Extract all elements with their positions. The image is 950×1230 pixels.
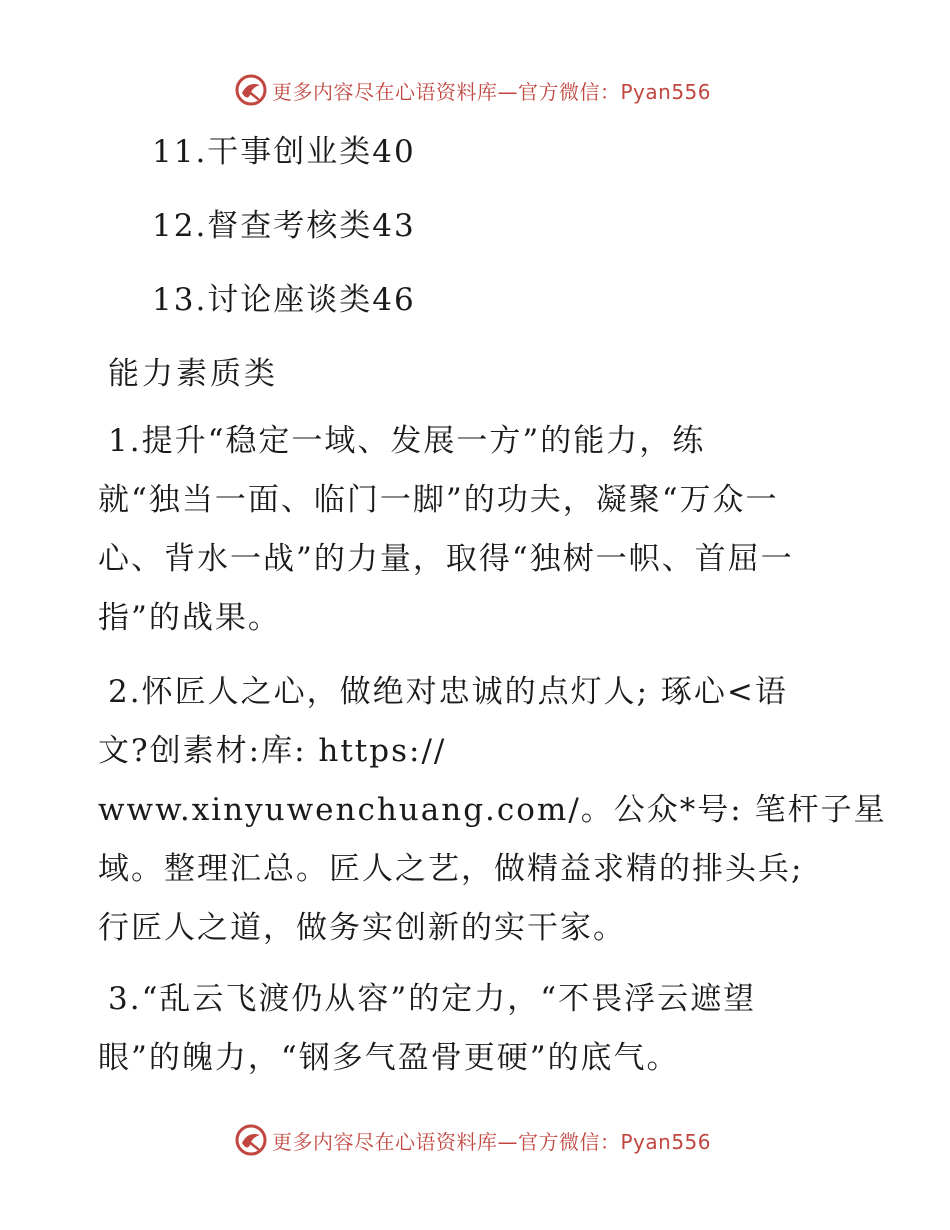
paragraph-line: 心、背水一战”的力量，取得“独树一帜、首屈一 — [98, 541, 794, 577]
paragraph-line: 指”的战果。 — [98, 600, 281, 636]
banner-text — [272, 76, 711, 105]
banner-wechat-id: Pyan556 — [620, 79, 712, 104]
paragraph-2 — [98, 663, 887, 958]
toc-item: 12.督查考核类43 — [152, 208, 416, 244]
paragraph-line: www.xinyuwenchuang.com/。公众*号: 笔杆子星 — [98, 792, 887, 828]
swirl-logo-icon — [234, 73, 268, 107]
paragraph-line: 文?创素材:库: https:// — [98, 733, 447, 769]
footer-banner — [234, 1122, 711, 1158]
banner-text — [272, 1126, 711, 1155]
paragraph-3 — [98, 970, 858, 1088]
banner-site-text: 更多内容尽在心语资料库 — [272, 79, 498, 104]
header-banner — [234, 72, 711, 108]
banner-site-text: 更多内容尽在心语资料库 — [272, 1129, 498, 1154]
paragraph-line: 行匠人之道，做务实创新的实干家。 — [98, 910, 626, 946]
paragraph-1 — [98, 412, 858, 648]
paragraph-line: 1.提升“稳定一域、发展一方”的能力，练 — [108, 423, 706, 459]
paragraph-line: 域。整理汇总。匠人之艺，做精益求精的排头兵; — [98, 851, 804, 887]
paragraph-line: 2.怀匠人之心，做绝对忠诚的点灯人; 琢心<语 — [108, 674, 788, 710]
toc-item: 11.干事创业类40 — [152, 134, 416, 170]
banner-separator: — — [497, 1129, 518, 1154]
swirl-logo-icon — [234, 1123, 268, 1157]
section-heading: 能力素质类 — [108, 356, 278, 392]
paragraph-line: 就“独当一面、临门一脚”的功夫，凝聚“万众一 — [98, 482, 779, 518]
banner-wechat-label: 官方微信： — [518, 79, 621, 104]
banner-wechat-label: 官方微信： — [518, 1129, 621, 1154]
toc-item: 13.讨论座谈类46 — [152, 282, 416, 318]
banner-separator: — — [497, 79, 518, 104]
banner-wechat-id: Pyan556 — [620, 1129, 712, 1154]
paragraph-line: 3.“乱云飞渡仍从容”的定力，“不畏浮云遮望 — [108, 981, 757, 1017]
paragraph-line: 眼”的魄力，“钢多气盈骨更硬”的底气。 — [98, 1040, 680, 1076]
